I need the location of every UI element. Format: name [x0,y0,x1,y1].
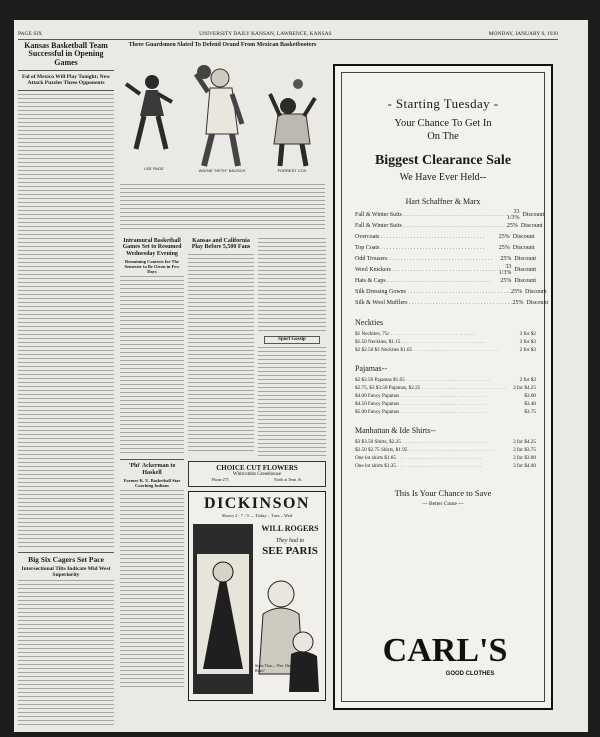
ad-better-come: --- Better Come --- [422,501,464,508]
big-six-headline: Big Six Cagers Set Pace [28,554,104,564]
flowers-contact [189,477,325,482]
big-six-body-text [18,580,114,725]
price-row: $1.50 Neckties, $1.15 . . . 3 for $3 [355,338,536,346]
discount-row: Fall & Winter Suits . . . 25% Discount [355,220,536,231]
price-row: $2.50 $2.75 Shirts, $1.95 . . . 2 for $3.75 [355,446,536,454]
ad-chance-line-2: On The [427,130,459,142]
greenhouse-name: Whitcombs Greenhouse [232,472,282,477]
flowers-ad [188,461,326,487]
divider [120,459,184,460]
discount-row: Wool Knickers . . . 33 1/3% Discount [355,264,536,275]
carls-clearance-ad [333,64,553,710]
discount-row: Top Coats . . . 25% Discount [355,242,536,253]
flowers-phone: Phone 275 [211,477,229,482]
logo-text: CARL'S [382,632,508,669]
ad-ever-held: We Have Ever Held-- [399,172,487,184]
kansas-california-headline: Kansas and California Play Before 5,500 Fans [191,238,251,251]
players-illustration [120,54,325,174]
carls-logo [382,621,508,681]
theater-name: DICKINSON [204,495,310,512]
big-six-subhead: Intersectional Tilts Indicate Mid West Superiority [21,565,111,578]
divider [18,90,114,91]
price-row: $1 Neckties, 75c . . . 3 for $2 [355,330,536,338]
price-row: $5.00 Fancy Pajamas . . . $3.75 [355,408,536,416]
player-heth-bausch [196,65,242,166]
pajamas-section-title: Pajamas-- [355,364,387,374]
ad-biggest-sale: Biggest Clearance Sale [374,153,512,169]
sport-body-text [258,238,326,333]
pajamas-price-list [355,376,536,416]
sport-gossip-label: Sport Gossip [264,336,320,344]
discount-row: Fall & Winter Suits . . . 33 1/3% Discount [355,209,536,220]
divider [18,70,114,71]
discount-row: Overcoats . . . 25% Discount [355,231,536,242]
photo-headline: Three Guardsmen Slated To Defend Orand From Mexican Basketbooters [128,42,317,48]
photo-caption-text [120,184,325,232]
price-row: $4.00 Fancy Pajamas . . . $3.00 [355,392,536,400]
shirts-price-list [355,438,536,470]
ackerman-subhead: Former K. U. Basketball Star Coaching Indians [123,478,181,489]
basketball-headline: Kansas Basketball Team Successful in Opening Games [24,41,108,67]
page-header [18,28,558,40]
price-row: One lot shirts $1.65 . . . 2 for $3.00 [355,454,536,462]
column-basketball-story [18,42,114,727]
ad-starting-tuesday: - Starting Tuesday - [387,96,499,111]
price-row: $4.50 Fancy Pajamas . . . $3.40 [355,400,536,408]
ackerman-body-text [120,490,184,690]
ad-chance-line [342,118,544,143]
player-caption: FORREST COX [277,168,307,173]
movie-poster-art [193,524,321,694]
player-caption: WAYNE "HETH" BAUSCH [198,168,246,173]
kansas-california-body-text [188,254,254,454]
price-row: $2 $2.50 $3 Neckties $1.65 . . . 2 for $3 [355,346,536,354]
player-lee-page [126,75,172,149]
suits-discount-list [355,208,549,308]
page-number: PAGE SIX [18,30,43,37]
movie-title: SEE PARIS [262,545,318,557]
ad-border [341,72,549,702]
neckties-price-list [355,330,536,354]
price-row: $2.75, $3 $3.50 Pajamas, $2.25 . . . 2 for $4.25 [355,384,536,392]
divider [18,552,114,553]
issue-date: MONDAY, JANUARY 6, 1930 [488,30,558,37]
ad-chance-line-1: Your Chance To Get In [394,118,492,129]
player-forrest-cox [270,79,315,166]
player-caption: LEE PAGE [144,166,164,171]
price-row: $2 $2.50 Pajamas $1.65 . . . 2 for $3 [355,376,536,384]
flowers-location: North at Tenn. St. [273,477,303,482]
ad-chance-to-save: This Is Your Chance to Save [394,488,492,499]
price-row: One lot shirts $1.35 . . . 3 for $4.00 [355,462,536,470]
discount-row: Hats & Caps . . . 25% Discount [355,275,536,286]
ackerman-headline: 'Phi' Ackerman to Haskell [128,463,176,476]
movie-tagline: They had to [275,538,305,544]
intramural-subhead: Remaining Contests for The Semester to Be Given in Few Days [124,258,180,275]
discount-row: Silk & Wool Mufflers . . . 25% Discount [355,297,536,308]
discount-row: Odd Trousers . . . 25% Discount [355,253,536,264]
basketball-body-text [18,94,114,549]
newspaper-title: UNIVERSITY DAILY KANSAN, LAWRENCE, KANSAS [199,30,332,37]
column-sport-gossip [258,238,326,458]
discount-row: Silk Dressing Gowns . . . 25% Discount [355,286,536,297]
suits-section-title: Hart Schaffner & Marx [405,197,481,207]
flowers-title: CHOICE CUT FLOWERS [216,464,298,472]
dickinson-theater-ad [188,491,326,701]
carls-logo-mark [382,621,508,681]
neckties-section-title: Neckties [355,318,383,328]
intramural-body-text [120,276,184,456]
player-photos [120,54,325,174]
coming-attraction: Starts Thur— Wm. Haines in "Navy Blues" [255,664,311,673]
show-times: Shows 2 : 7 : 9 — Today – Tues – Wed [221,513,293,518]
logo-subtext: GOOD CLOTHES [445,671,495,677]
shirts-section-title: Manhattan & Ide Shirts-- [355,426,436,436]
column-intramural [120,238,184,708]
intramural-headline: Intramural Basketball Games Set to Resumed Wednesday Evening [122,238,182,257]
sport-gossip-text [258,347,326,457]
price-row: $3 $3.50 Shirts, $2.25 . . . 2 for $4.25 [355,438,536,446]
guardsmen-photo-block [120,42,325,232]
basketball-subhead: Fal of Mexico Will Play Tonight; New Attack Puzzles Three Opponents [21,74,111,87]
star-name: WILL ROGERS [261,524,319,533]
